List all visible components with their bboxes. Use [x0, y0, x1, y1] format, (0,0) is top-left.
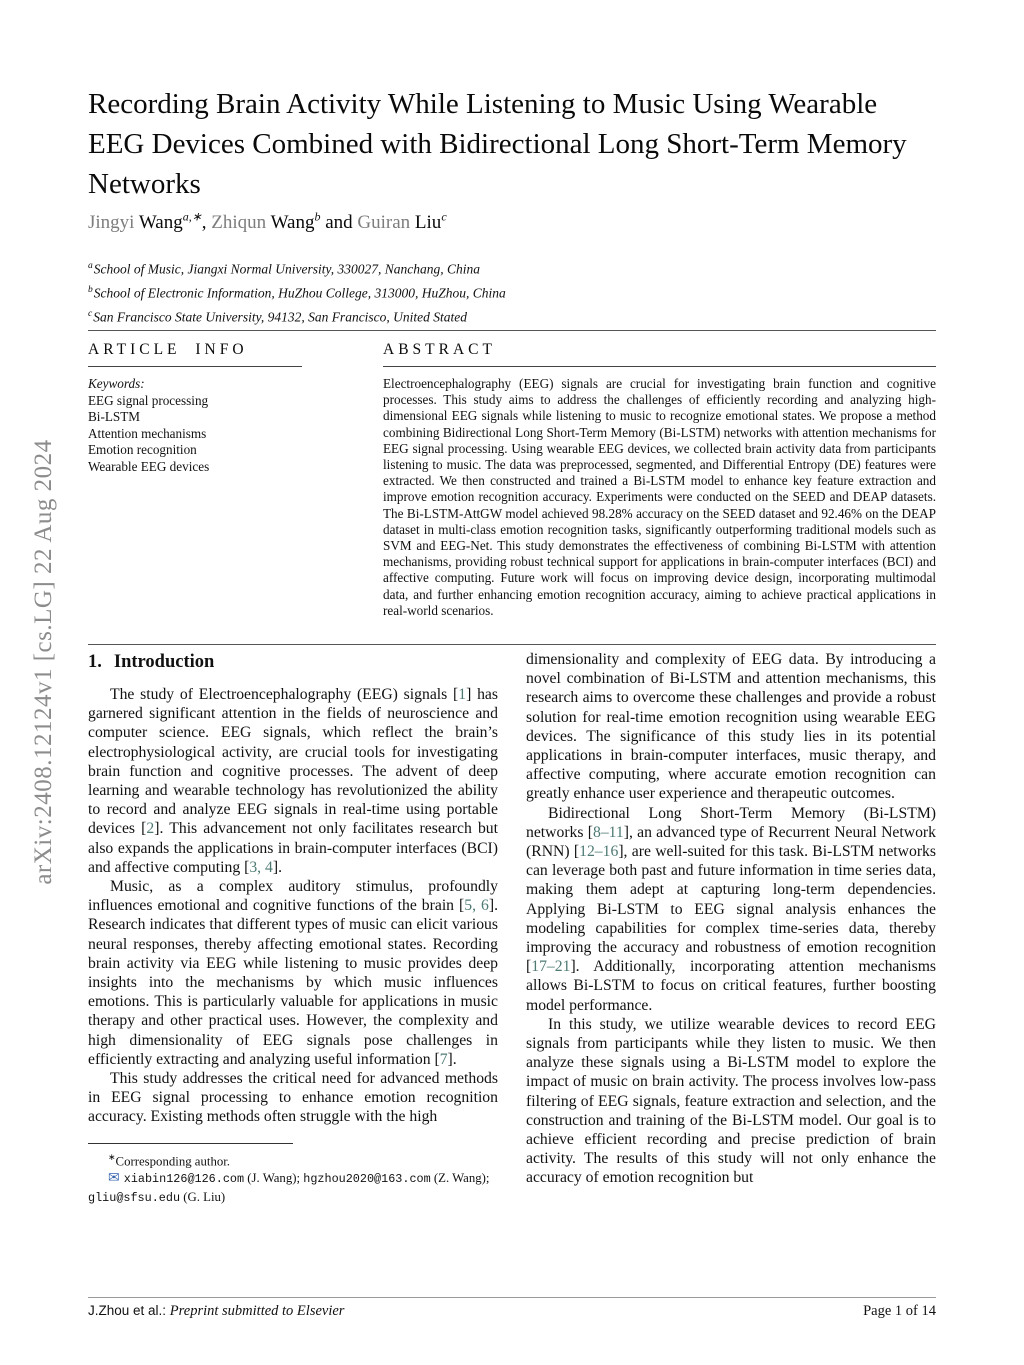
section-number: 1. — [88, 652, 102, 672]
affiliation-marker: b — [88, 285, 93, 295]
keyword-item: Bi-LSTM — [88, 409, 141, 425]
citation-link[interactable]: 3, 4 — [249, 858, 273, 876]
email-owner: (Z. Wang); — [430, 1171, 490, 1186]
author-family-name: Liu — [414, 212, 442, 234]
author — [88, 212, 211, 233]
header-divider — [88, 330, 936, 331]
body-paragraph: The study of Electroencephalography (EEG) signals [1] has garnered significant attention in the fields of neuroscience and computer science. EEG signals, which reflect the brain’s electrophysiological activity, are crucial tools for investigating brain function and cognitive processes. The advent of deep learning and wearable technology has revolutionized the ability to record and analyze EEG signals in real-time using portable devices [2]. This advancement not only facilitates research but also expands the applications in brain-computer interfaces (BCI) and affective computing [3, 4]. — [88, 686, 498, 876]
citation-link[interactable]: 12–16 — [579, 843, 619, 861]
body-paragraph: In this study, we utilize wearable devices to record EEG signals from participants while they listen to music. We then analyze these signals using a Bi-LSTM model to explore the impact of music on brain activity. The process involves low-pass filtering of EEG signals, feature extraction and selection, and the construction and training of the Bi-LSTM model. Our goal is to achieve efficient recording and precise prediction of brain activity. The results of this study will not only enhance the accuracy of emotion recognition but — [526, 1015, 936, 1187]
abstract-heading-rule — [383, 366, 936, 367]
keyword-item: Attention mechanisms — [88, 425, 207, 441]
author-affiliation-marker: c — [441, 210, 447, 224]
body-paragraph: Bidirectional Long Short-Term Memory (Bi-LSTM) networks [8–11], an advanced type of Recurrent Neural Network (RNN) [12–16], are well-suited for this task. Bi-LSTM networks can leverage both past and future information in time series data, making them adept at capturing long-term dependencies. Applying Bi-LSTM to EEG signal analysis enhances the modeling capabilities for complex time-series data, thereby improving the accuracy and robustness of emotion recognition [17–21]. Additionally, incorporating attention mechanisms allows Bi-LSTM to focus on critical features, further boosting model performance. — [526, 804, 937, 1014]
citation-link[interactable]: 1 — [458, 686, 467, 703]
envelope-icon: ✉ — [108, 1171, 120, 1187]
affiliation-text: School of Electronic Information, HuZhou College, 313000, HuZhou, China — [93, 285, 506, 301]
author-affiliation-marker: a,∗ — [182, 210, 202, 224]
affiliation-marker: c — [88, 309, 93, 319]
author-given-name: Guiran — [357, 212, 411, 234]
keywords-label: Keywords: — [88, 376, 145, 391]
article-info-column — [88, 341, 302, 476]
citation-link[interactable]: 5, 6 — [464, 897, 489, 915]
article-info-heading: ARTICLE INFO — [88, 341, 248, 358]
citation-link[interactable]: 7 — [439, 1050, 448, 1068]
page-number: Page 1 of 14 — [863, 1303, 936, 1319]
abstract-heading: ABSTRACT — [383, 341, 496, 358]
author-affiliation-marker: b — [314, 210, 321, 224]
footer-authors: J.Zhou et al.: — [88, 1303, 170, 1318]
section-heading-introduction — [88, 652, 498, 673]
author — [357, 212, 446, 233]
affiliation-line — [88, 280, 936, 304]
affiliation-text: San Francisco State University, 94132, San Francisco, United Stated — [93, 309, 468, 325]
affiliations-block — [88, 256, 936, 328]
body-divider — [88, 644, 936, 645]
author-separator: and — [320, 212, 358, 234]
keyword-item: Wearable EEG devices — [88, 458, 210, 474]
author — [211, 212, 357, 233]
keywords-list — [88, 376, 302, 476]
body-paragraph: dimensionality and complexity of EEG data. By introducing a novel combination of Bi-LSTM and attention mechanisms, this research aims to overcome these challenges and provide a robust solution for real-time emotion recognition using wearable EEG devices. The significance of this study lies in its potential applications in brain-computer interfaces, music therapy, and affective computing, where accurate emotion recognition can greatly enhance user experience and therapeutic outcomes. — [526, 651, 936, 803]
keyword-item: Emotion recognition — [88, 442, 197, 458]
body-paragraph: Music, as a complex auditory stimulus, profoundly influences emotional and cognitive functions of the brain [5, 6]. Research indicates that different types of music can elicit various neural responses, thereby affecting emotional states. Recording brain activity via EEG while listening to music provides deep insights into the mechanisms by which music influences emotions. This is particularly valuable for applications in music therapy and other practical uses. However, the complexity and high dimensionality of EEG signals pose challenges in efficiently extracting and analyzing useful information [7]. — [88, 878, 498, 1068]
footnote-rule — [88, 1143, 293, 1144]
author-family-name: Wang — [138, 212, 183, 234]
paper-title: Recording Brain Activity While Listening to Music Using Wearable EEG Devices Combined with Bidirectional Long Short-Term Memory Networks — [88, 88, 907, 200]
affiliation-line — [88, 256, 936, 280]
footnote-block — [88, 1143, 498, 1208]
keyword-item: EEG signal processing — [88, 392, 209, 408]
footnote-text: Corresponding author. — [115, 1153, 230, 1168]
email-owner: (J. Wang); — [244, 1171, 304, 1186]
abstract-column — [383, 341, 936, 619]
author-given-name: Zhiqun — [211, 212, 267, 234]
affiliation-text: School of Music, Jiangxi Normal University, 330027, Nanchang, China — [93, 261, 480, 277]
footer-preprint-note: Preprint submitted to Elsevier — [169, 1303, 345, 1319]
body-left-column — [88, 652, 498, 1207]
affiliation-line — [88, 304, 936, 328]
arxiv-watermark: arXiv:2408.12124v1 [cs.LG] 22 Aug 2024 — [30, 439, 57, 885]
email-link[interactable]: hgzhou2020@163.com — [303, 1172, 431, 1187]
page-footer — [88, 1303, 936, 1320]
citation-link[interactable]: 2 — [146, 820, 155, 838]
email-line — [88, 1170, 498, 1207]
article-info-heading-rule — [88, 366, 302, 367]
email-owner: (G. Liu) — [180, 1189, 226, 1204]
body-right-column — [526, 650, 936, 1188]
section-title: Introduction — [113, 652, 215, 672]
body-paragraph: This study addresses the critical need for advanced methods in EEG signal processing to enhance emotion recognition accuracy. Existing methods often struggle with the high — [88, 1070, 498, 1126]
footer-running-head — [88, 1303, 344, 1320]
author-separator: , — [201, 212, 212, 234]
email-link[interactable]: gliu@sfsu.edu — [88, 1190, 181, 1205]
affiliation-marker: a — [88, 261, 93, 271]
citation-link[interactable]: 17–21 — [531, 958, 571, 976]
corresponding-author-note — [88, 1149, 498, 1171]
author-line — [88, 210, 936, 234]
author-family-name: Wang — [270, 212, 315, 234]
abstract-text: Electroencephalography (EEG) signals are crucial for investigating brain function and cognitive processes. This study aims to address the challenges of efficiently recording and analyzing high-dimensional EEG signals while listening to music to recognize emotional states. We propose a method combining Bidirectional Long Short-Term Memory (Bi-LSTM) networks with attention mechanisms for EEG signal processing. Using wearable EEG devices, we collected brain activity data from participants listening to music. The data was preprocessed, segmented, and Differential Entropy (DE) features were extracted. We then constructed and trained a Bi-LSTM model to enhance key feature extraction and improve emotion recognition accuracy. Experiments were conducted on the SEED and DEAP datasets. The Bi-LSTM-AttGW model achieved 98.28% accuracy on the SEED dataset and 92.46% on the DEAP dataset in multi-class emotion recognition tasks, significantly outperforming traditional models such as SVM and EEG-Net. This study demonstrates the effectiveness of combining Bi-LSTM with attention mechanisms, providing robust technical support for applications in brain-computer interfaces (BCI) and affective computing. Future work will focus on improving device design, incorporating multimodal data, and further enhancing emotion recognition accuracy, aiming to achieve practical applications in real-world scenarios. — [383, 376, 936, 618]
email-link[interactable]: xiabin126@126.com — [123, 1172, 245, 1187]
author-given-name: Jingyi — [88, 212, 135, 234]
citation-link[interactable]: 8–11 — [592, 823, 624, 841]
footer-divider — [88, 1297, 936, 1298]
footnote-marker: ∗ — [108, 1151, 116, 1162]
